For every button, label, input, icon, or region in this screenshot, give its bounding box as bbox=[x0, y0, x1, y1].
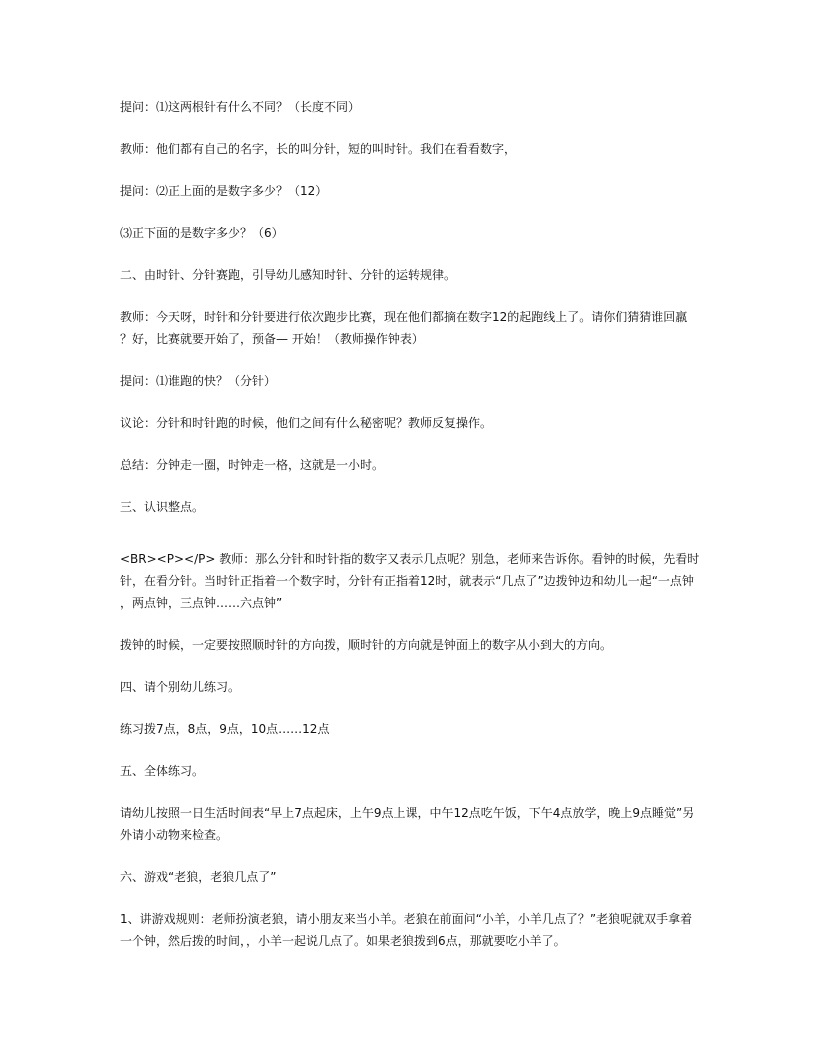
section-2-heading: 二、由时针、分针赛跑，引导幼儿感知时针、分针的运转规律。 bbox=[120, 268, 457, 282]
teacher-hours: <BR><P></P> 教师：那么分针和时针指的数字又表示几点呢？别急，老师来告诉你。看钟的时候，先看时 针，在看分针。当时针正指着一个数字时，分针有正指着12时，就表示“几点了”边拨钟边和幼儿一起“一点钟 ，两点钟，三点钟……六点钟” bbox=[120, 552, 700, 610]
question-fast: 提问：⑴谁跑的快？（分针） bbox=[120, 374, 277, 388]
document-body bbox=[120, 96, 700, 952]
clockwise-note: 拨钟的时候，一定要按照顺时针的方向拨，顺时针的方向就是钟面上的数字从小到大的方向。 bbox=[120, 638, 613, 652]
question-1: 提问：⑴这两根针有什么不同？（长度不同） bbox=[120, 100, 361, 114]
daily-schedule: 请幼儿按照一日生活时间表“早上7点起床，上午9点上课，中午12点吃午饭，下午4点放学，晚上9点睡觉”另 外请小动物来检查。 bbox=[120, 806, 695, 842]
teacher-race: 教师：今天呀，时针和分针要进行依次跑步比赛，现在他们都摘在数字12的起跑线上了。请你们猜猜谁回羸 ？好，比赛就要开始了，预备— 开始！（教师操作钟表） bbox=[120, 310, 688, 346]
teacher-names: 教师：他们都有自己的名字，长的叫分针，短的叫时针。我们在看看数字， bbox=[120, 142, 517, 156]
section-4-heading: 四、请个别幼儿练习。 bbox=[120, 680, 241, 694]
section-3-heading: 三、认识整点。 bbox=[120, 500, 205, 514]
question-3: ⑶正下面的是数字多少？（6） bbox=[120, 226, 284, 240]
discussion: 议论：分针和时针跑的时候，他们之间有什么秘密呢？教师反复操作。 bbox=[120, 416, 493, 430]
summary: 总结：分钟走一圈，时钟走一格，这就是一小时。 bbox=[120, 458, 385, 472]
question-2: 提问：⑵正上面的是数字多少？（12） bbox=[120, 184, 328, 198]
practice-hours: 练习拨7点，8点，9点，10点……12点 bbox=[120, 722, 330, 736]
section-6-heading: 六、游戏“老狼，老狼几点了” bbox=[120, 870, 277, 884]
game-rules: 1、讲游戏规则：老师扮演老狼，请小朋友来当小羊。老狼在前面问“小羊，小羊几点了？”老狼呢就双手拿着 一个钟，然后拨的时间，，小羊一起说几点了。如果老狼拨到6点，那就要吃小羊了。 bbox=[120, 912, 693, 948]
section-5-heading: 五、全体练习。 bbox=[120, 764, 205, 778]
